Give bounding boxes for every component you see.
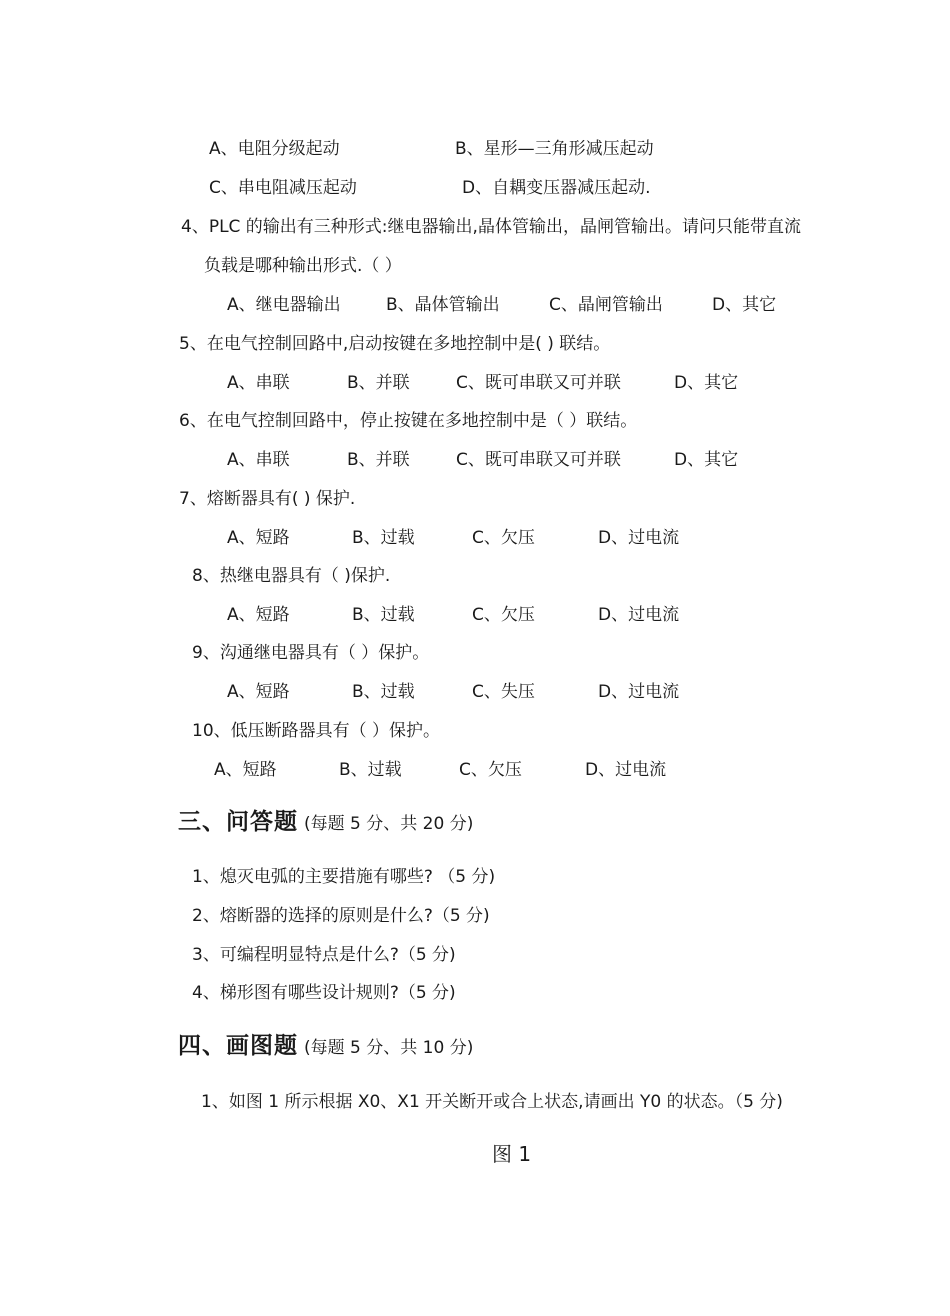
q5-option-b: B、并联	[347, 373, 410, 393]
q4-option-c: C、晶闸管输出	[549, 295, 663, 315]
q8-option-c: C、欠压	[472, 605, 535, 625]
q7-option-b: B、过载	[352, 528, 415, 548]
q10-option-b: B、过载	[339, 760, 402, 780]
q7-option-a: A、短路	[227, 528, 290, 548]
q4-option-d: D、其它	[712, 295, 777, 315]
section3-title: 三、问答题	[178, 809, 298, 835]
q6-text: 6、在电气控制回路中，停止按键在多地控制中是（ ）联结。	[179, 411, 638, 431]
q10-option-c: C、欠压	[459, 760, 522, 780]
q10-option-a: A、短路	[214, 760, 277, 780]
q7-text: 7、熔断器具有( ) 保护.	[179, 489, 356, 509]
section3-heading	[178, 807, 473, 839]
q5-option-d: D、其它	[674, 373, 739, 393]
section4-item-1: 1、如图 1 所示根据 X0、X1 开关断开或合上状态,请画出 Y0 的状态。（5 分)	[201, 1092, 783, 1112]
q6-option-a: A、串联	[227, 450, 290, 470]
section3-item-2: 2、熔断器的选择的原则是什么?（5 分)	[192, 906, 490, 926]
section3-note: (每题 5 分、共 20 分)	[304, 814, 474, 834]
q3-option-c: C、串电阻减压起动	[209, 178, 357, 198]
section4-title: 四、画图题	[178, 1033, 298, 1059]
q6-option-d: D、其它	[674, 450, 739, 470]
q10-option-d: D、过电流	[585, 760, 667, 780]
q9-option-a: A、短路	[227, 682, 290, 702]
q9-option-d: D、过电流	[598, 682, 680, 702]
q8-option-d: D、过电流	[598, 605, 680, 625]
section4-note: (每题 5 分、共 10 分)	[304, 1038, 474, 1058]
q10-text: 10、低压断路器具有（ ）保护。	[192, 721, 441, 741]
q4-text-line2: 负载是哪种输出形式.（ ）	[204, 256, 402, 276]
q5-option-a: A、串联	[227, 373, 290, 393]
q4-option-b: B、晶体管输出	[386, 295, 500, 315]
q6-option-b: B、并联	[347, 450, 410, 470]
q7-option-c: C、欠压	[472, 528, 535, 548]
q6-option-c: C、既可串联又可并联	[456, 450, 621, 470]
q3-option-a: A、电阻分级起动	[209, 139, 340, 159]
q3-option-b: B、星形—三角形减压起动	[455, 139, 654, 159]
q4-option-a: A、继电器输出	[227, 295, 341, 315]
section3-item-3: 3、可编程明显特点是什么?（5 分)	[192, 945, 456, 965]
section3-item-1: 1、熄灭电弧的主要措施有哪些? （5 分)	[192, 867, 496, 887]
q5-text: 5、在电气控制回路中,启动按键在多地控制中是( ) 联结。	[179, 334, 611, 354]
q9-option-b: B、过载	[352, 682, 415, 702]
q7-option-d: D、过电流	[598, 528, 680, 548]
section4-heading	[178, 1031, 473, 1063]
q3-option-d: D、自耦变压器减压起动.	[462, 178, 651, 198]
figure-caption: 图 1	[492, 1142, 532, 1166]
q9-option-c: C、失压	[472, 682, 535, 702]
q5-option-c: C、既可串联又可并联	[456, 373, 621, 393]
q8-option-a: A、短路	[227, 605, 290, 625]
q8-option-b: B、过载	[352, 605, 415, 625]
q4-text-line1: 4、PLC 的输出有三种形式:继电器输出,晶体管输出，晶闸管输出。请问只能带直流	[181, 217, 801, 237]
q9-text: 9、沟通继电器具有（ ）保护。	[192, 643, 430, 663]
section3-item-4: 4、梯形图有哪些设计规则?（5 分)	[192, 983, 456, 1003]
q8-text: 8、热继电器具有（ )保护.	[192, 566, 391, 586]
